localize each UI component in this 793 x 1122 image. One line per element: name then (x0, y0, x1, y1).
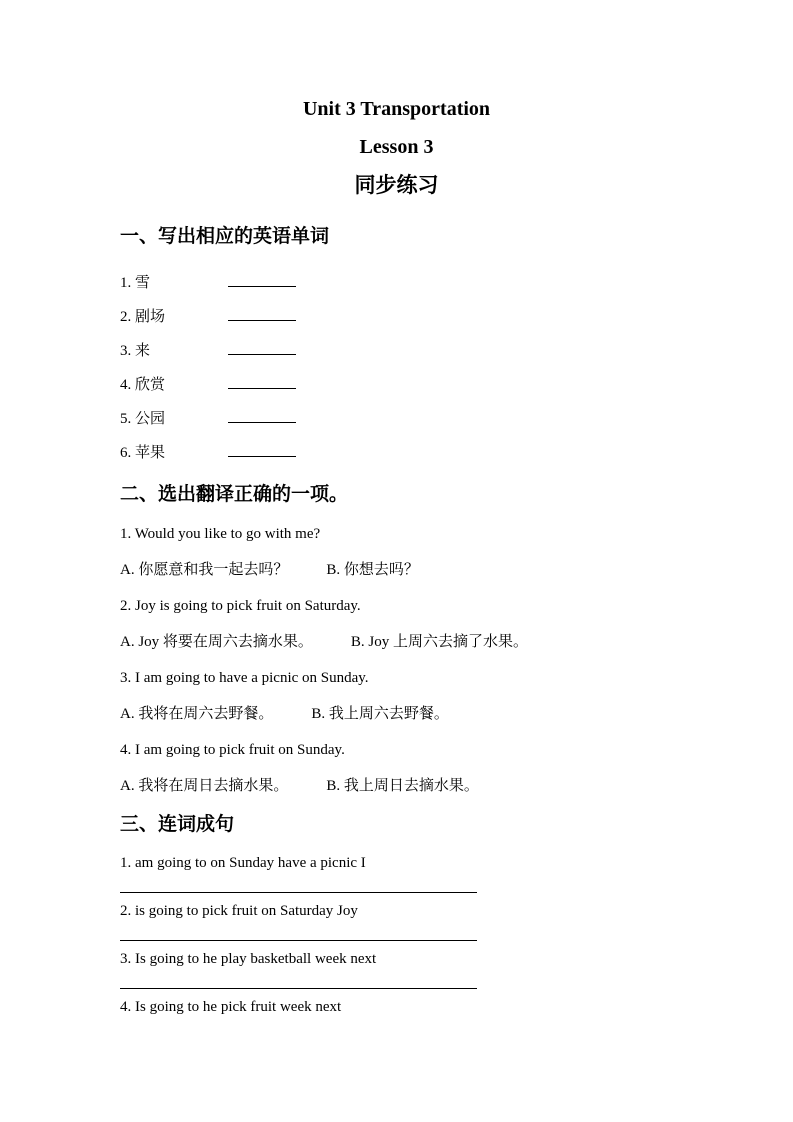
word-item (120, 272, 680, 291)
question-stem: 4. I am going to pick fruit on Sunday. (120, 742, 345, 758)
section1-heading: 一、写出相应的英语单词 (120, 226, 330, 247)
subtitle-practice: 同步练习 (354, 174, 439, 197)
sentence-stem: 3. Is going to he play basketball week next (120, 951, 377, 967)
answer-line (120, 892, 477, 893)
answer-blank (228, 306, 296, 321)
word-item (120, 306, 680, 325)
word-label: 5. 公园 (120, 411, 166, 427)
unit-title: Unit 3 Transportation (302, 98, 491, 120)
question-stem: 3. I am going to have a picnic on Sunday. (120, 670, 369, 686)
word-item (120, 442, 680, 461)
answer-line (120, 940, 477, 941)
question-stem: 2. Joy is going to pick fruit on Saturday. (120, 598, 361, 614)
sentence-stem: 2. is going to pick fruit on Saturday Joy (120, 903, 358, 919)
section2-heading: 二、选出翻译正确的一项。 (120, 484, 349, 505)
option-b: B. Joy 上周六去摘了水果。 (350, 634, 529, 650)
word-label: 4. 欣赏 (120, 377, 166, 393)
question-options (120, 778, 680, 794)
option-a: A. 我将在周日去摘水果。 (120, 778, 289, 794)
option-a: A. 你愿意和我一起去吗？ (120, 562, 289, 578)
answer-blank (228, 442, 296, 457)
sentence-stem: 4. Is going to he pick fruit week next (120, 999, 342, 1015)
word-item (120, 340, 680, 359)
option-a: A. Joy 将要在周六去摘水果。 (120, 634, 313, 650)
question-stem: 1. Would you like to go with me? (120, 526, 321, 542)
option-b: B. 我上周六去野餐。 (311, 706, 449, 722)
question-options (120, 706, 680, 722)
answer-blank (228, 340, 296, 355)
word-item (120, 374, 680, 393)
word-label: 6. 苹果 (120, 445, 166, 461)
option-a: A. 我将在周六去野餐。 (120, 706, 274, 722)
lesson-title: Lesson 3 (359, 136, 434, 158)
title-block (0, 0, 793, 197)
answer-blank (228, 272, 296, 287)
worksheet-content (120, 227, 680, 1015)
question-options (120, 634, 680, 650)
word-label: 3. 来 (120, 343, 151, 359)
word-label: 1. 雪 (120, 275, 151, 291)
answer-blank (228, 374, 296, 389)
option-b: B. 你想去吗？ (326, 562, 419, 578)
section3-heading: 三、连词成句 (120, 814, 235, 835)
sentence-stem: 1. am going to on Sunday have a picnic I (120, 855, 366, 871)
option-b: B. 我上周日去摘水果。 (326, 778, 479, 794)
answer-line (120, 988, 477, 989)
answer-blank (228, 408, 296, 423)
word-item (120, 408, 680, 427)
word-label: 2. 剧场 (120, 309, 166, 325)
question-options (120, 562, 680, 578)
